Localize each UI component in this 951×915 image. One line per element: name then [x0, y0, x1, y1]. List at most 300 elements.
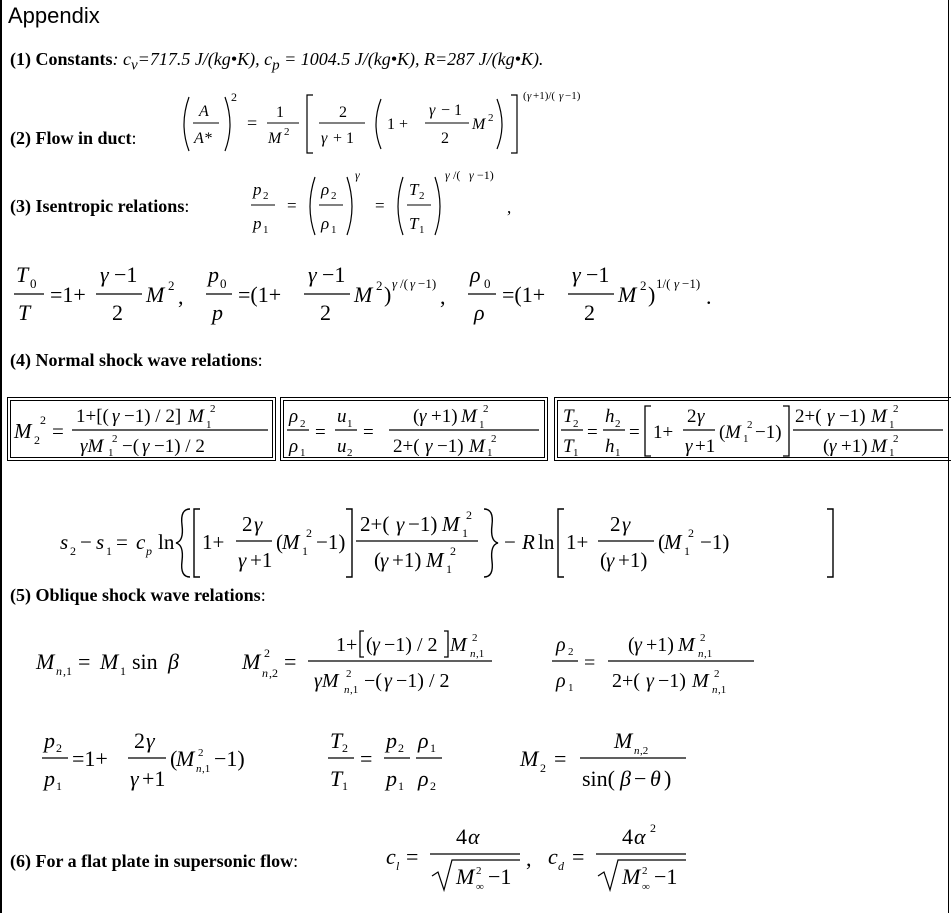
svg-text:T: T: [16, 262, 29, 287]
svg-text:c: c: [386, 844, 396, 869]
svg-text:+1)/(: +1)/(: [533, 90, 556, 102]
svg-text:): ): [648, 282, 656, 307]
svg-text:γ: γ: [429, 102, 436, 119]
svg-text:ρ: ρ: [418, 766, 429, 791]
svg-text:1: 1: [446, 562, 452, 576]
svg-text:p: p: [146, 544, 152, 558]
svg-text:): ): [664, 766, 672, 791]
svg-text:M: M: [472, 116, 486, 133]
svg-text:2: 2: [466, 508, 472, 522]
normal-shock-label: (4) Normal shock wave relations: [10, 350, 258, 370]
svg-text:n: n: [262, 666, 268, 680]
flow-duct-label: (2) Flow in duct: [10, 128, 132, 148]
svg-text:0: 0: [484, 276, 491, 291]
svg-text:γ: γ: [146, 728, 155, 753]
entropy-change-equation: [60, 505, 860, 579]
constants-label: (1) Constants: [10, 49, 113, 69]
svg-text:M: M: [268, 130, 282, 147]
svg-text:0: 0: [30, 276, 37, 291]
svg-text:γ: γ: [572, 262, 581, 287]
svg-text:M: M: [871, 436, 887, 457]
svg-text:+1): +1): [646, 634, 674, 656]
svg-text:s: s: [96, 530, 105, 554]
svg-text:2: 2: [210, 403, 216, 415]
constants-line: [10, 49, 543, 75]
svg-text:=: =: [363, 422, 374, 443]
svg-text:−1): −1): [408, 512, 438, 536]
svg-text:2: 2: [472, 632, 478, 644]
svg-text:ρ: ρ: [470, 262, 481, 287]
svg-text:2: 2: [687, 406, 697, 427]
svg-text:2: 2: [168, 278, 175, 293]
svg-text:M: M: [442, 512, 460, 536]
svg-text:γ: γ: [634, 634, 642, 656]
svg-text:ρ: ρ: [474, 300, 485, 325]
svg-text:sin: sin: [132, 649, 158, 674]
svg-text:1+: 1+: [566, 530, 589, 554]
normal-shock-density-equation: [285, 400, 547, 460]
svg-text:2: 2: [419, 190, 425, 202]
svg-text:M: M: [622, 864, 641, 889]
normal-shock-temperature-equation: [559, 400, 949, 460]
svg-text:ρ: ρ: [556, 634, 566, 656]
svg-text:(: (: [276, 530, 283, 554]
svg-text:2+(: 2+(: [360, 512, 390, 536]
svg-text:1: 1: [263, 224, 269, 236]
svg-text:=: =: [375, 196, 385, 215]
svg-text:M: M: [871, 406, 887, 427]
svg-text:0: 0: [220, 276, 227, 291]
svg-text:d: d: [558, 859, 564, 873]
svg-text:/(: /(: [453, 168, 461, 182]
svg-text:γ: γ: [646, 670, 654, 692]
svg-text:2: 2: [430, 779, 436, 793]
svg-text:M: M: [692, 670, 709, 692]
svg-text:−1) / 2: −1) / 2: [396, 670, 450, 692]
svg-text:4: 4: [622, 824, 633, 849]
svg-text:1 +: 1 +: [387, 116, 409, 133]
svg-text:1: 1: [120, 664, 126, 678]
svg-text:,2: ,2: [640, 745, 649, 757]
svg-text:1: 1: [398, 779, 404, 793]
svg-text:2: 2: [568, 646, 574, 658]
svg-text:M: M: [678, 634, 695, 656]
svg-text:2: 2: [747, 419, 753, 431]
svg-text:=: =: [587, 422, 598, 443]
svg-text:M: M: [282, 530, 300, 554]
oblique-shock-second-row: [40, 720, 740, 800]
svg-text:1: 1: [276, 104, 284, 121]
svg-text:−1): −1): [214, 746, 245, 771]
svg-text:(: (: [600, 548, 607, 572]
svg-text:=: =: [406, 844, 419, 869]
svg-text:1: 1: [302, 544, 308, 558]
svg-text:γM: γM: [314, 670, 339, 692]
svg-text:p: p: [253, 180, 262, 199]
svg-text:−1): −1): [700, 530, 730, 554]
svg-text:p: p: [212, 300, 223, 325]
svg-text:=: =: [629, 422, 640, 443]
svg-text:−1): −1): [658, 670, 686, 692]
svg-text:−: −: [634, 766, 647, 791]
svg-text:R: R: [522, 530, 535, 554]
svg-text:=: =: [284, 649, 297, 674]
svg-text:=: =: [572, 844, 585, 869]
area-mach-equation: [175, 85, 615, 165]
svg-text:2: 2: [893, 403, 899, 415]
svg-text:1/(: 1/(: [656, 276, 671, 291]
svg-text:1: 1: [347, 418, 353, 430]
svg-text:γ: γ: [622, 512, 631, 536]
svg-text:∞: ∞: [642, 881, 650, 893]
svg-text:γ: γ: [559, 90, 564, 102]
isentropic-label-line: (3) Isentropic relations:: [10, 196, 190, 216]
svg-text:=: =: [247, 113, 258, 133]
svg-text:=(1+: =(1+: [238, 282, 282, 307]
flat-plate-coefficients-equation: [384, 818, 704, 898]
svg-text:2: 2: [714, 668, 720, 680]
svg-text:M: M: [614, 728, 633, 753]
svg-text:1: 1: [743, 433, 749, 445]
svg-text:ρ: ρ: [321, 180, 330, 199]
svg-text:−1: −1: [654, 864, 678, 889]
svg-text:(: (: [374, 548, 381, 572]
svg-text:,1: ,1: [718, 684, 727, 696]
svg-text:1: 1: [889, 419, 895, 431]
svg-text:γ: γ: [321, 130, 328, 147]
svg-text:γ: γ: [372, 634, 380, 656]
svg-text:ρ: ρ: [289, 406, 299, 427]
isentropic-label: (3) Isentropic relations: [10, 196, 185, 216]
svg-text:β: β: [620, 766, 631, 791]
oblique-shock-label-line: (5) Oblique shock wave relations:: [10, 585, 266, 605]
svg-text:,: ,: [507, 198, 512, 217]
svg-text:2: 2: [198, 747, 204, 759]
svg-text:1: 1: [331, 224, 337, 236]
svg-text:M: M: [354, 282, 373, 307]
svg-text:α: α: [634, 824, 646, 849]
svg-text:/(: /(: [400, 276, 408, 291]
svg-text:2: 2: [642, 865, 648, 877]
svg-text:M: M: [176, 746, 195, 771]
svg-text:l: l: [396, 859, 400, 873]
svg-text:p: p: [386, 766, 397, 791]
svg-text:2: 2: [491, 433, 497, 445]
svg-text:T: T: [563, 436, 574, 457]
svg-text:(: (: [413, 406, 420, 427]
normal-shock-label-line: (4) Normal shock wave relations:: [10, 350, 263, 370]
svg-text:T: T: [330, 766, 343, 791]
svg-text:1: 1: [342, 779, 348, 793]
svg-text:2: 2: [893, 433, 899, 445]
svg-text:=: =: [116, 530, 128, 554]
svg-text:γM: γM: [80, 436, 104, 457]
svg-text:c: c: [548, 844, 558, 869]
svg-text:+1): +1): [618, 548, 648, 572]
svg-text:2: 2: [540, 761, 546, 775]
svg-text:γ: γ: [425, 436, 433, 457]
svg-text:2: 2: [488, 112, 494, 124]
svg-text:=1+: =1+: [72, 746, 108, 771]
svg-text:1: 1: [108, 447, 114, 459]
svg-text:c: c: [136, 530, 146, 554]
svg-text:γ: γ: [142, 436, 150, 457]
svg-text:A*: A*: [194, 130, 212, 147]
svg-text:2: 2: [300, 418, 306, 430]
svg-text:ρ: ρ: [556, 670, 566, 692]
svg-text:2: 2: [615, 418, 621, 430]
svg-text:−1): −1): [682, 276, 701, 291]
svg-text:2: 2: [70, 544, 76, 558]
svg-text:n: n: [196, 763, 202, 775]
flat-plate-label: (6) For a flat plate in supersonic flow: [10, 851, 294, 871]
svg-text:1+: 1+: [653, 422, 674, 443]
svg-text:n: n: [344, 684, 350, 696]
svg-text:−1): −1): [755, 422, 782, 443]
svg-text:∞: ∞: [476, 881, 484, 893]
svg-text:−1: −1: [488, 864, 512, 889]
svg-text:−1) / 2]: −1) / 2]: [124, 406, 182, 427]
svg-text:n: n: [712, 684, 718, 696]
svg-text:1+: 1+: [336, 634, 358, 656]
svg-text:−1) / 2: −1) / 2: [154, 436, 205, 457]
svg-text:2: 2: [640, 278, 647, 293]
svg-text:−1): −1): [437, 436, 464, 457]
svg-text:γ: γ: [697, 406, 705, 427]
svg-text:2: 2: [112, 300, 123, 325]
svg-text:−1): −1): [316, 530, 346, 554]
svg-text:−1): −1): [477, 168, 494, 182]
svg-text:2: 2: [112, 433, 118, 445]
svg-text:γ: γ: [419, 406, 427, 427]
flow-duct-label-line: (2) Flow in duct:: [10, 128, 137, 148]
svg-text:2: 2: [584, 300, 595, 325]
svg-text:1: 1: [430, 741, 436, 755]
svg-text:(: (: [823, 436, 830, 457]
svg-text:−1): −1): [839, 406, 866, 427]
svg-text:1: 1: [300, 447, 306, 459]
svg-text:(: (: [366, 634, 373, 656]
oblique-shock-first-row: [36, 625, 776, 705]
svg-text:+1: +1: [250, 548, 273, 572]
svg-text:=: =: [78, 649, 91, 674]
svg-text:2: 2: [610, 512, 621, 536]
svg-text:−: −: [80, 530, 92, 554]
svg-text:+1): +1): [431, 406, 458, 427]
svg-text:2: 2: [339, 104, 347, 121]
svg-text:γ: γ: [396, 512, 405, 536]
svg-text:−1: −1: [322, 262, 346, 287]
svg-text:n: n: [56, 664, 62, 678]
svg-text:2: 2: [306, 526, 312, 540]
svg-text:,: ,: [178, 284, 184, 309]
svg-text:2: 2: [134, 728, 145, 753]
svg-text:M: M: [100, 649, 119, 674]
svg-text:γ: γ: [469, 168, 474, 182]
svg-text:T: T: [330, 728, 343, 753]
svg-text:2: 2: [476, 865, 482, 877]
svg-text:α: α: [468, 824, 480, 849]
svg-text:−1: −1: [586, 262, 610, 287]
svg-text:n: n: [634, 745, 640, 757]
svg-text:2: 2: [34, 433, 40, 447]
page-title: Appendix: [8, 3, 100, 28]
svg-text:1: 1: [889, 447, 895, 459]
svg-text:1: 1: [419, 224, 425, 236]
svg-text:(: (: [658, 530, 665, 554]
svg-text:M: M: [426, 548, 444, 572]
svg-text:+1: +1: [142, 766, 166, 791]
svg-text:2: 2: [347, 447, 353, 459]
svg-text:− 1: − 1: [441, 102, 463, 119]
svg-text:1: 1: [615, 447, 621, 459]
svg-text:2: 2: [376, 278, 383, 293]
svg-text:2: 2: [398, 741, 404, 755]
svg-text:=: =: [554, 746, 567, 771]
svg-text:ρ: ρ: [289, 436, 299, 457]
svg-text:2: 2: [573, 418, 579, 430]
svg-text:−(: −(: [364, 670, 382, 692]
svg-text:A: A: [199, 103, 209, 120]
stagnation-relations-equation: [12, 258, 772, 330]
svg-text:2+(: 2+(: [393, 436, 420, 457]
svg-text:γ: γ: [112, 406, 120, 427]
svg-text:,1: ,1: [63, 664, 72, 678]
normal-shock-mach-equation: [12, 400, 274, 460]
svg-text:=: =: [287, 196, 297, 215]
svg-text:γ: γ: [410, 276, 416, 291]
svg-text:+1): +1): [392, 548, 422, 572]
svg-text:sin(: sin(: [582, 766, 615, 791]
constants-cv: : $c_v=717.5$ J/(kg•K), $c_p = 1004.5$ J/(kg•K), R=287 J/(kg•K).: [112, 49, 544, 74]
svg-text:h: h: [605, 406, 615, 427]
svg-text:2: 2: [342, 741, 348, 755]
svg-text:−1): −1): [565, 90, 581, 102]
svg-text:1+: 1+: [202, 530, 225, 554]
svg-text:M: M: [146, 282, 165, 307]
svg-text:1: 1: [568, 682, 574, 694]
svg-text:,1: ,1: [704, 648, 713, 660]
svg-text:2: 2: [284, 126, 290, 138]
svg-text:p: p: [386, 728, 397, 753]
svg-text:=(1+: =(1+: [502, 282, 546, 307]
svg-text:M: M: [725, 422, 741, 443]
svg-text:−1: −1: [114, 262, 138, 287]
oblique-shock-label: (5) Oblique shock wave relations: [10, 585, 261, 605]
svg-text:2: 2: [688, 526, 694, 540]
svg-text:2: 2: [242, 512, 253, 536]
svg-text:1: 1: [56, 779, 62, 793]
svg-text:γ: γ: [685, 436, 693, 457]
svg-text:γ: γ: [100, 262, 109, 287]
svg-text:γ: γ: [238, 548, 247, 572]
svg-text:2: 2: [346, 668, 352, 680]
svg-text:M: M: [36, 649, 55, 674]
svg-text:γ: γ: [527, 90, 532, 102]
svg-text:+1): +1): [841, 436, 868, 457]
svg-text:=: =: [584, 652, 596, 674]
svg-text:ρ: ρ: [418, 728, 429, 753]
svg-text:=1+: =1+: [50, 282, 86, 307]
svg-text:,: ,: [526, 846, 532, 871]
svg-text:h: h: [605, 436, 615, 457]
svg-text:+ 1: + 1: [333, 130, 355, 147]
svg-text:=: =: [315, 422, 326, 443]
svg-text:2: 2: [231, 90, 237, 104]
svg-text:u: u: [337, 406, 347, 427]
svg-text:γ: γ: [392, 276, 398, 291]
svg-text:(: (: [719, 422, 726, 443]
svg-text:,1: ,1: [350, 684, 359, 696]
svg-text:n: n: [698, 648, 704, 660]
svg-text:T: T: [18, 300, 31, 325]
svg-text:2: 2: [263, 190, 269, 202]
svg-text:p: p: [44, 728, 55, 753]
svg-text:M: M: [14, 419, 32, 443]
svg-text:1: 1: [206, 419, 212, 431]
svg-text:4: 4: [456, 824, 467, 849]
svg-text:M: M: [188, 406, 204, 427]
svg-text:1: 1: [479, 419, 485, 431]
svg-text:2: 2: [483, 403, 489, 415]
svg-text:θ: θ: [650, 766, 661, 791]
svg-text:s: s: [60, 530, 69, 554]
svg-text:ln: ln: [538, 530, 555, 554]
svg-text:p: p: [253, 214, 262, 233]
svg-text:γ: γ: [445, 168, 450, 182]
svg-text:p: p: [44, 766, 55, 791]
svg-text:=: =: [52, 419, 64, 443]
svg-text:1: 1: [684, 544, 690, 558]
svg-text:,2: ,2: [269, 666, 278, 680]
svg-text:2: 2: [700, 632, 706, 644]
svg-text:T: T: [409, 180, 419, 199]
svg-text:ln: ln: [158, 530, 175, 554]
svg-text:n: n: [470, 648, 476, 660]
svg-text:γ: γ: [380, 548, 389, 572]
isentropic-ratio-equation: [245, 165, 535, 245]
svg-text:(: (: [170, 746, 178, 771]
svg-text:,: ,: [440, 284, 446, 309]
svg-text:M: M: [520, 746, 539, 771]
svg-text:ρ: ρ: [321, 214, 330, 233]
svg-text:1: 1: [487, 447, 493, 459]
svg-text:γ: γ: [308, 262, 317, 287]
flat-plate-label-line: (6) For a flat plate in supersonic flow:: [10, 851, 299, 871]
svg-text:2: 2: [56, 741, 62, 755]
svg-text:2: 2: [320, 300, 331, 325]
svg-text:1: 1: [106, 544, 112, 558]
svg-text:M: M: [242, 649, 261, 674]
svg-text:): ): [384, 282, 392, 307]
svg-text:2: 2: [331, 190, 337, 202]
svg-text:γ: γ: [827, 406, 835, 427]
svg-text:M: M: [618, 282, 637, 307]
svg-text:+1: +1: [695, 436, 716, 457]
svg-text:M: M: [450, 634, 467, 656]
svg-text:2: 2: [264, 646, 270, 660]
svg-text:M: M: [664, 530, 682, 554]
svg-text:.: .: [706, 284, 712, 309]
svg-text:T: T: [563, 406, 574, 427]
svg-text:2+(: 2+(: [795, 406, 822, 427]
svg-text:γ: γ: [606, 548, 615, 572]
svg-text:M: M: [456, 864, 475, 889]
svg-text:2: 2: [450, 544, 456, 558]
svg-text:β: β: [168, 649, 179, 674]
svg-text:−: −: [504, 530, 516, 554]
svg-text:T: T: [409, 214, 419, 233]
